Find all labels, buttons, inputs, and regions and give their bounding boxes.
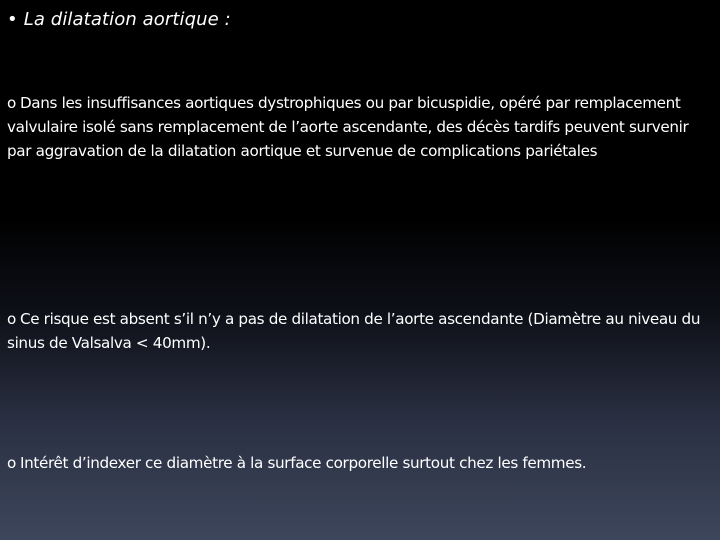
slide-title-text: La dilatation aortique : — [23, 9, 231, 30]
bullet-paragraph-3 — [7, 451, 707, 475]
title-bullet: • — [7, 9, 18, 30]
bullet-paragraph-1 — [7, 91, 707, 163]
bullet-paragraph-2 — [7, 307, 707, 355]
bullet-marker: o — [7, 454, 16, 472]
slide-title — [7, 9, 231, 30]
paragraph-text: Intérêt d’indexer ce diamètre à la surface corporelle surtout chez les femmes. — [19, 454, 587, 472]
paragraph-text: Dans les insuffisances aortiques dystrophiques ou par bicuspidie, opéré par remplacement valvulaire isolé sans remplacement de l’aorte ascendante, des décès tardifs peuvent survenir par aggravation de la dilatation aortique et survenue de complications pariétales — [7, 94, 689, 160]
bullet-marker: o — [7, 310, 16, 328]
bullet-marker: o — [7, 94, 16, 112]
paragraph-text: Ce risque est absent s’il n’y a pas de dilatation de l’aorte ascendante (Diamètre au niveau du sinus de Valsalva < 40mm). — [7, 310, 701, 352]
